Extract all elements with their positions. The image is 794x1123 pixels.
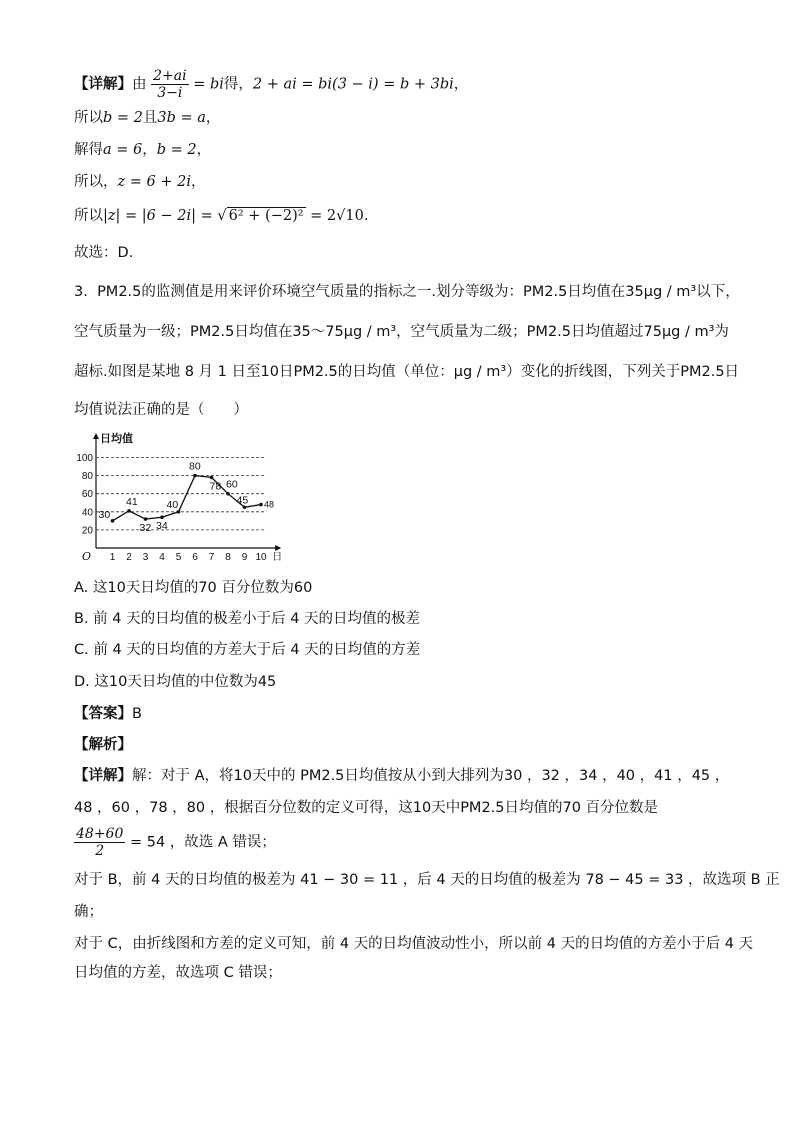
text: 得， [223, 76, 253, 93]
data-label: 45 [236, 494, 249, 507]
detail-line-6: 故选：D. [74, 245, 134, 261]
text: ， [190, 174, 206, 190]
detail-line-4 [74, 172, 205, 192]
data-label: 60 [226, 478, 238, 491]
option-d[interactable]: D. 这10天日均值的中位数为45 [74, 674, 277, 690]
data-label: 78 [209, 480, 222, 493]
y-tick-label: 100 [76, 453, 93, 464]
y-tick-label: 20 [81, 525, 93, 537]
x-tick-label: 7 [208, 552, 215, 562]
math: 3b = a [157, 110, 206, 126]
data-point [226, 492, 230, 496]
option-a[interactable]: A. 这10天日均值的70 百分位数为60 [74, 580, 313, 596]
question-stem-1 [74, 282, 740, 302]
math: b = 2 [103, 110, 143, 126]
detail-line-1 [74, 68, 468, 101]
question-number: 3. [74, 284, 88, 300]
detail-tag: 【详解】 [74, 768, 132, 784]
data-point [127, 509, 131, 513]
x-tick-label: 9 [241, 552, 248, 562]
text: . [363, 208, 369, 224]
detail-line-2 [74, 108, 220, 128]
analysis-line-7: 日均值的方差，故选项 C 错误； [74, 965, 282, 981]
frac-num: 2+ai [153, 68, 187, 84]
math: a = 6 [103, 142, 143, 158]
data-point [144, 517, 148, 521]
text: 解得 [74, 142, 103, 158]
data-point [160, 515, 164, 519]
text: = 54 ，故选 A 错误； [129, 834, 276, 851]
y-tick-label: 40 [81, 507, 93, 519]
answer-value: B [132, 706, 142, 722]
analysis-line-2: 48 ，60 ，78 ，80 ，根据百分位数的定义可得，这10天中PM2.5日均值的70 百分位数是 [74, 800, 659, 816]
data-point [111, 519, 115, 523]
math: b = 2 [156, 142, 197, 158]
data-point [193, 474, 197, 478]
x-tick-label: 5 [175, 552, 182, 562]
math: 2 + ai = bi(3 − i) = b + 3bi [252, 76, 454, 93]
answer-tag: 【答案】 [74, 706, 132, 722]
text: 由 [132, 76, 147, 93]
analysis-line-5: 确； [74, 904, 103, 920]
math: z = 6 + 2i [117, 174, 191, 190]
data-point [259, 503, 263, 507]
sqrt-content: 6² + (−2)² [228, 208, 304, 224]
y-tick-label: 80 [81, 471, 93, 483]
detail-tag: 【详解】 [74, 76, 132, 93]
sqrt-symbol: √ [217, 208, 227, 224]
x-axis-arrow [275, 545, 281, 551]
text: ， [453, 76, 469, 93]
text: 所以， [74, 174, 118, 190]
answer-line [74, 704, 142, 724]
text: ， [142, 142, 157, 158]
analysis-line-1 [74, 766, 729, 786]
x-tick-label: 1 [109, 552, 116, 562]
x-tick-label: 6 [192, 552, 198, 562]
math: = 2√10 [310, 208, 364, 224]
analysis-line-6: 对于 C，由折线图和方差的定义可知，前 4 天的日均值波动性小，所以前 4 天的日均值的方差小于后 4 天 [74, 936, 754, 952]
math: |z| = |6 − 2i| = [103, 208, 213, 224]
text: PM2.5的监测值是用来评价环境空气质量的指标之一.划分等级为：PM2.5日均值在35μg / m³以下， [97, 284, 740, 300]
data-label: 30 [98, 508, 111, 521]
x-tick-label: 3 [142, 552, 149, 562]
x-tick-label: 2 [126, 552, 132, 562]
text: ， [196, 142, 212, 158]
question-stem-3: 超标.如图是某地 8 月 1 日至10日PM2.5的日均值（单位：μg / m³）变化的折线图，下列关于PM2.5日 [74, 364, 740, 380]
analysis-line-4: 对于 B，前 4 天的日均值的极差为 41 − 30 = 11 ，后 4 天的日均值的极差为 78 − 45 = 33 ，故选项 B 正 [74, 872, 780, 888]
origin-label: O [82, 550, 92, 562]
text: 且 [142, 110, 158, 126]
data-label: 80 [189, 460, 201, 473]
math: = bi [193, 76, 224, 93]
detail-line-3 [74, 140, 211, 160]
pm25-line-chart [72, 430, 288, 562]
frac-den: 3−i [157, 85, 183, 101]
question-stem-4: 均值说法正确的是（ ） [74, 402, 248, 418]
fraction [151, 68, 188, 101]
frac-den: 2 [95, 843, 105, 859]
option-c[interactable]: C. 前 4 天的日均值的方差大于后 4 天的日均值的方差 [74, 642, 421, 658]
analysis-tag: 【解析】 [74, 737, 132, 753]
data-label: 41 [126, 495, 138, 508]
x-tick-label: 10 [255, 552, 267, 562]
text: ， [205, 110, 221, 126]
option-b[interactable]: B. 前 4 天的日均值的极差小于后 4 天的日均值的极差 [74, 611, 421, 627]
y-axis-arrow [93, 433, 99, 439]
text: 所以 [74, 208, 103, 224]
text: 解：对于 A，将10天中的 PM2.5日均值按从小到大排列为30 ，32 ，34 ，40 ，41 ，45 ， [132, 768, 730, 784]
x-tick-label: 8 [225, 552, 231, 562]
data-label: 34 [156, 520, 168, 533]
data-label: 32 [139, 522, 152, 535]
frac-num: 48+60 [76, 826, 124, 842]
x-axis-label: 日 [272, 552, 283, 562]
fraction [74, 826, 125, 859]
data-label: 40 [166, 498, 179, 511]
y-axis-label: 日均值 [100, 433, 133, 445]
text: 所以 [74, 110, 103, 126]
analysis-line-3 [74, 826, 276, 859]
question-stem-2: 空气质量为一级；PM2.5日均值在35～75μg / m³，空气质量为二级；PM2.5日均值超过75μg / m³为 [74, 324, 729, 340]
detail-line-5 [74, 206, 368, 226]
data-label: 48 [264, 499, 275, 510]
y-tick-label: 60 [81, 489, 93, 501]
x-tick-label: 4 [159, 552, 165, 562]
data-point [210, 476, 214, 480]
